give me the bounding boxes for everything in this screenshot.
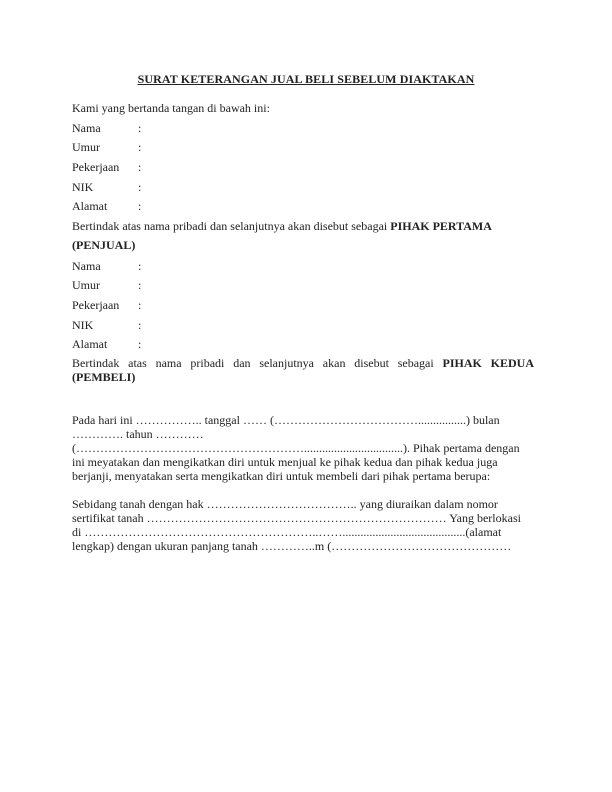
- field-colon: :: [138, 160, 142, 174]
- field-label: Alamat: [72, 337, 108, 351]
- party1-field-nama: [72, 121, 141, 135]
- party1-role: (PENJUAL): [72, 238, 136, 252]
- field-colon: :: [138, 278, 142, 292]
- field-colon: :: [138, 121, 142, 135]
- para1-line2: …………. tahun …………: [72, 427, 204, 441]
- field-label: Pekerjaan: [72, 298, 120, 312]
- party1-designation: PIHAK PERTAMA: [390, 219, 492, 233]
- field-label: Umur: [72, 278, 100, 292]
- party1-field-pekerjaan: [72, 160, 141, 174]
- field-colon: :: [138, 140, 142, 154]
- field-label: Nama: [72, 259, 101, 273]
- field-label: NIK: [72, 180, 94, 194]
- para1-line1: Pada hari ini …………….. tanggal …… (………………………………................) bulan: [72, 413, 500, 427]
- party1-field-nik: [72, 180, 141, 194]
- para1-line4: ini meyatakan dan mengikatkan diri untuk menjual ke pihak kedua dan pihak kedua juga: [72, 455, 498, 469]
- party2-field-nik: [72, 318, 141, 332]
- field-label: Umur: [72, 140, 100, 154]
- field-label: Nama: [72, 121, 101, 135]
- para1-line3: (………………………………………………….................................). Pihak pertama dengan: [72, 441, 520, 455]
- document-title: SURAT KETERANGAN JUAL BELI SEBELUM DIAKTAKAN: [137, 72, 475, 86]
- field-label: Pekerjaan: [72, 160, 120, 174]
- para2-line1: Sebidang tanah dengan hak ……………………………….. yang diuraikan dalam nomor: [72, 497, 498, 511]
- statement-text: Bertindak atas nama pribadi dan selanjutnya akan disebut sebagai: [72, 219, 391, 233]
- party1-field-umur: [72, 140, 141, 154]
- field-label: NIK: [72, 318, 94, 332]
- field-colon: :: [138, 298, 142, 312]
- party2-statement: [72, 356, 534, 370]
- field-colon: :: [138, 259, 142, 273]
- party2-field-pekerjaan: [72, 298, 141, 312]
- field-label: Alamat: [72, 199, 108, 213]
- party1-statement: [72, 219, 492, 233]
- field-colon: :: [138, 199, 142, 213]
- party2-field-nama: [72, 259, 141, 273]
- field-colon: :: [138, 180, 142, 194]
- para2-line3: di …………………………………………………..…….........................................(alamat: [72, 525, 502, 539]
- party1-field-alamat: [72, 199, 141, 213]
- party2-field-alamat: [72, 337, 141, 351]
- para1-line5: berjanji, menyatakan serta mengikatkan diri untuk membeli dari pihak pertama berupa:: [72, 469, 491, 483]
- field-colon: :: [138, 318, 142, 332]
- para2-line2: sertifikat tanah ………………………………………………………………… Yang berlokasi: [72, 511, 521, 525]
- party2-role: (PEMBELI): [72, 370, 136, 384]
- intro-text: Kami yang bertanda tangan di bawah ini:: [72, 101, 270, 115]
- party2-field-umur: [72, 278, 141, 292]
- para2-line4: lengkap) dengan ukuran panjang tanah …………..m (………………………………………: [72, 539, 512, 553]
- statement-text: Bertindak atas nama pribadi dan selanjutnya akan disebut sebagai: [72, 356, 443, 370]
- party2-designation: PIHAK KEDUA: [442, 356, 534, 370]
- field-colon: :: [138, 337, 142, 351]
